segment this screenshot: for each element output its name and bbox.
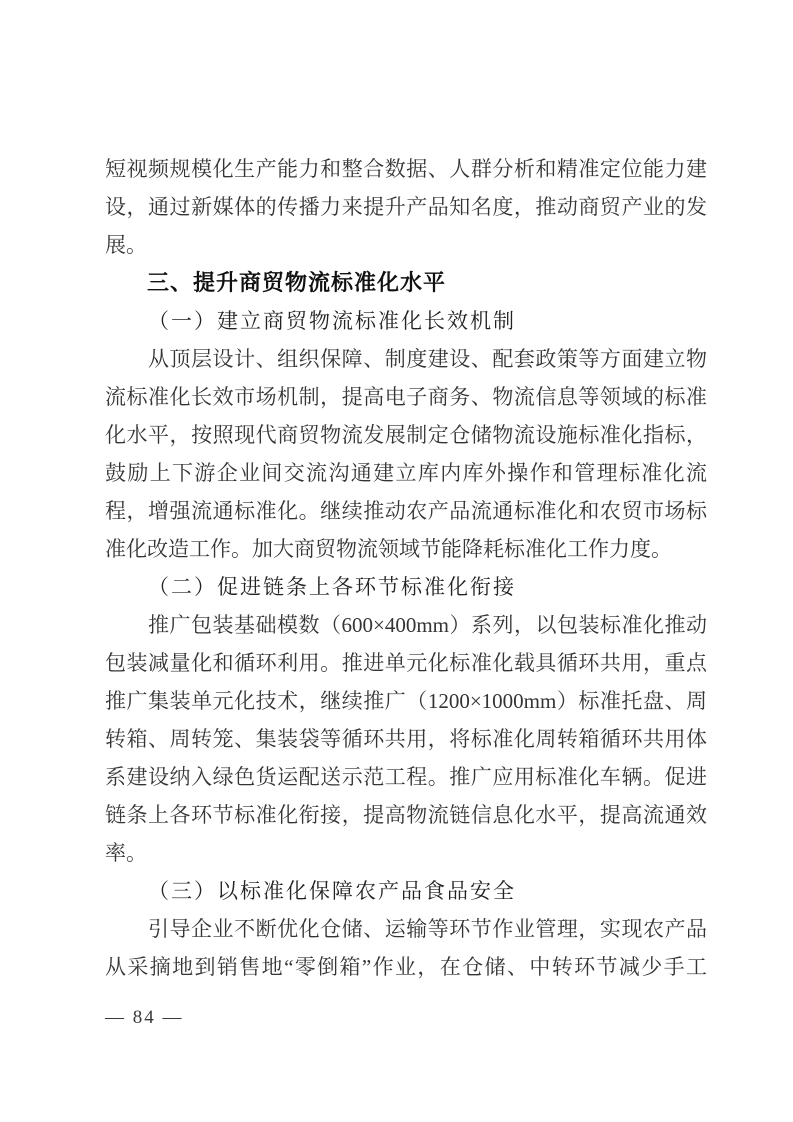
paragraph-line: 推广包装基础模数（600×400mm）系列，以包装标准化推动 bbox=[148, 613, 707, 637]
paragraph-line: 转箱、周转笼、集装袋等循环共用，将标准化周转箱循环共用体 bbox=[105, 727, 707, 751]
paragraph-line: 准化改造工作。加大商贸物流领域节能降耗标准化工作力度。 bbox=[105, 537, 672, 561]
paragraph-line: 展。 bbox=[105, 233, 147, 257]
document-body bbox=[105, 150, 707, 986]
paragraph-line: 鼓励上下游企业间交流沟通建立库内库外操作和管理标准化流 bbox=[105, 461, 707, 485]
paragraph-line: 引导企业不断优化仓储、运输等环节作业管理，实现农产品 bbox=[148, 917, 707, 941]
paragraph-line: 短视频规模化生产能力和整合数据、人群分析和精准定位能力建 bbox=[105, 157, 707, 181]
paragraph-line: 从顶层设计、组织保障、制度建设、配套政策等方面建立物 bbox=[148, 347, 707, 371]
paragraph-line: 链条上各环节标准化衔接，提高物流链信息化水平，提高流通效 bbox=[105, 803, 707, 827]
subsection-heading: （三）以标准化保障农产品食品安全 bbox=[148, 879, 516, 903]
section-heading: 三、提升商贸物流标准化水平 bbox=[147, 270, 447, 295]
paragraph-line: 化水平，按照现代商贸物流发展制定仓储物流设施标准化指标， bbox=[105, 423, 707, 447]
paragraph-line: 设，通过新媒体的传播力来提升产品知名度，推动商贸产业的发 bbox=[105, 195, 707, 219]
subsection-heading: （一）建立商贸物流标准化长效机制 bbox=[148, 309, 516, 333]
paragraph-line: 包装减量化和循环利用。推进单元化标准化载具循环共用，重点 bbox=[105, 651, 707, 675]
paragraph-line: 推广集装单元化技术，继续推广（1200×1000mm）标准托盘、周 bbox=[105, 689, 707, 713]
paragraph-line: 系建设纳入绿色货运配送示范工程。推广应用标准化车辆。促进 bbox=[105, 765, 707, 789]
page-number: — 84 — bbox=[105, 1007, 184, 1028]
subsection-heading: （二）促进链条上各环节标准化衔接 bbox=[148, 575, 516, 599]
paragraph-line: 从采摘地到销售地“零倒箱”作业，在仓储、中转环节减少手工 bbox=[105, 955, 707, 979]
page-footer bbox=[105, 1003, 184, 1033]
paragraph-line: 率。 bbox=[105, 841, 147, 865]
paragraph-line: 程，增强流通标准化。继续推动农产品流通标准化和农贸市场标 bbox=[105, 499, 707, 523]
paragraph-line: 流标准化长效市场机制，提高电子商务、物流信息等领域的标准 bbox=[105, 385, 707, 409]
